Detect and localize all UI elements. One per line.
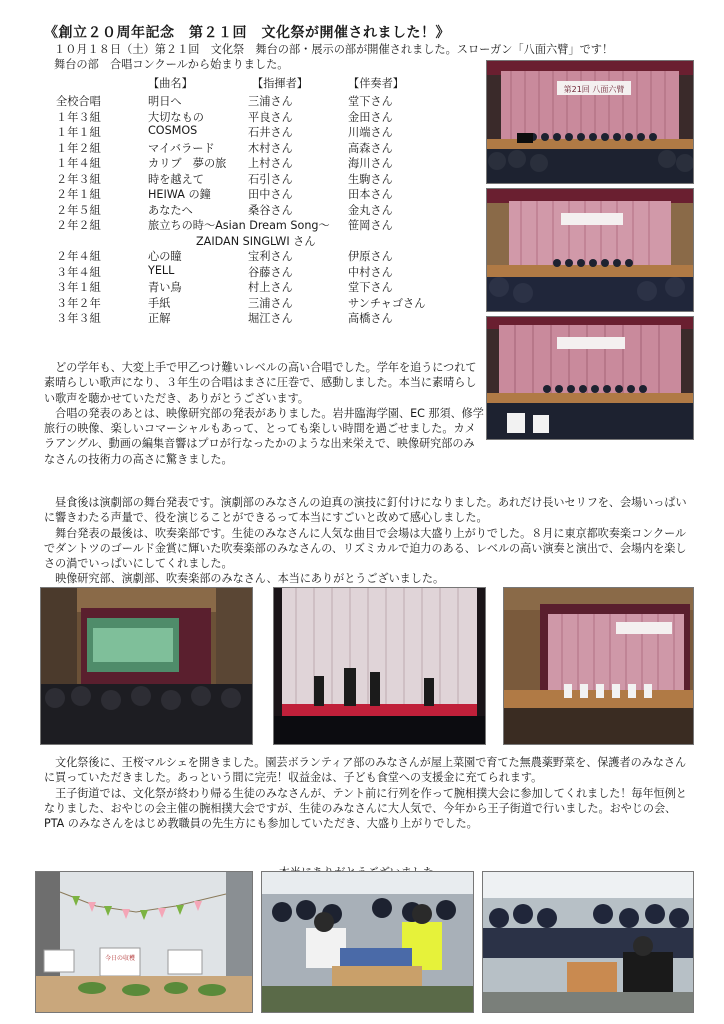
row-group: ３年２年: [56, 296, 101, 310]
page-title: 《創立２０周年記念 第２１回 文化祭が開催されました！》: [44, 25, 450, 41]
row-song: カリブ 夢の旅: [148, 157, 227, 170]
row-song: ZAIDAN SINGLWI さん: [196, 234, 316, 248]
body-paragraphs-1b: [44, 495, 690, 587]
intro-text: １０月１８日（土）第２１回 文化祭 舞台の部・展示の部が開催されました。スローガン「八面六臂」です！: [54, 43, 614, 56]
row-song: 青い鳥: [148, 281, 182, 294]
row-song: 明日へ: [148, 95, 182, 108]
row-pianist: 笹岡さん: [348, 219, 393, 232]
paragraph: 王子街道では、文化祭が終わり帰る生徒のみなさんが、テント前に行列を作って腕相撲大会に参加してくれました！毎年恒例となりました、おやじの会主催の腕相撲大会ですが、生徒のみなさんに大人気で、今年から王子街道で行いました。おやじの会、PTA のみなさんをはじめ教職員の先生方にも参加していただき、大盛り上がりでした。: [44, 786, 687, 831]
row-pianist: 中村さん: [348, 265, 393, 279]
row-conductor: 石引さん: [248, 172, 293, 186]
paragraph: どの学年も、大変上手で甲乙つけ難いレベルの高い合唱でした。学年を追うにつれて素晴らしい歌声になり、３年生の合唱はまさに圧巻で、感動しました。本当に素晴らしい歌声を聴かせていただき、ありがとうございます。: [44, 361, 477, 405]
row-group: ３年３組: [56, 312, 101, 325]
paragraph: 映像研究部、演劇部、吹奏楽部のみなさん、本当にありがとうございました。: [55, 572, 445, 586]
row-pianist: 伊原さん: [348, 250, 393, 263]
row-song: 手紙: [148, 296, 171, 310]
video-club-photo: [40, 587, 253, 745]
header-song: 【曲名】: [148, 77, 193, 90]
row-group: １年２組: [56, 141, 101, 155]
paragraph: 文化祭後に、王桜マルシェを開きました。園芸ボランティア部のみなさんが屋上菜園で育てた無農薬野菜を、保護者のみなさんに買っていただきました。あっという間に完売！収益金は、子ども食堂への支援金に充てられます。: [44, 756, 687, 785]
row-pianist: 生駒さん: [348, 172, 393, 186]
choir-photo-3: [486, 316, 694, 440]
row-pianist: 高森さん: [348, 141, 393, 155]
row-song: COSMOS: [148, 124, 198, 137]
header-pianist: 【伴奏者】: [348, 77, 404, 90]
row-pianist: サンチャゴさん: [348, 296, 426, 310]
row-group: ３年４組: [56, 265, 101, 279]
row-pianist: 海川さん: [348, 157, 393, 170]
body-paragraphs-1a: [44, 360, 484, 467]
row-group: １年３組: [56, 110, 101, 124]
row-conductor: 田中さん: [248, 188, 293, 201]
body-paragraphs-2: [44, 755, 690, 831]
row-pianist: 高橋さん: [348, 312, 393, 325]
paragraph: 合唱の発表のあとは、映像研究部の発表がありました。岩井臨海学園、EC 那須、修学旅行の映像、楽しいコマーシャルもあって、とっても楽しい時間を過ごせました。カメラアングル、動画の編集音響はプロが行なったかのような出来栄えで、映像研究部のみなさんの技術力の高さに驚きました。: [44, 406, 484, 466]
row-song: あなたへ: [148, 203, 193, 217]
row-song: マイバラード: [148, 141, 215, 155]
row-pianist: 田本さん: [348, 188, 393, 201]
row-song: 旅立ちの時～Asian Dream Song～: [148, 219, 330, 232]
row-conductor: 石井さん: [248, 126, 293, 139]
brass-band-photo: [503, 587, 694, 745]
row-conductor: 谷藤さん: [248, 265, 293, 279]
row-conductor: 村上さん: [248, 281, 293, 294]
row-pianist: 川端さん: [348, 126, 393, 139]
paragraph: 昼食後は演劇部の舞台発表です。演劇部のみなさんの迫真の演技に釘付けになりました。あれだけ長いセリフを、会場いっぱいに響きわたる声量で、役を演じることができるって本当にすごいと改めて感心しました。: [44, 496, 687, 525]
arm-wrestling-photo-2: [482, 871, 694, 1013]
row-group: ２年２組: [56, 219, 101, 232]
row-pianist: 堂下さん: [348, 281, 393, 294]
row-group: 全校合唱: [56, 95, 101, 108]
row-conductor: 桑谷さん: [248, 203, 293, 217]
choir-photo-2: [486, 188, 694, 312]
arm-wrestling-photo-1: [261, 871, 474, 1013]
row-song: 心の瞳: [148, 250, 182, 263]
banner-text: 第21回 八面六臂: [563, 85, 625, 94]
row-song: YELL: [148, 263, 175, 277]
row-song: 大切なもの: [148, 110, 204, 124]
row-song: HEIWA の鐘: [148, 188, 211, 201]
row-conductor: 上村さん: [248, 157, 293, 170]
row-pianist: 金丸さん: [348, 203, 393, 217]
row-group: ２年３組: [56, 172, 101, 186]
drama-club-photo: [273, 587, 486, 745]
row-conductor: 木村さん: [248, 141, 293, 155]
header-conductor: 【指揮者】: [252, 77, 308, 90]
stage-intro-text: 舞台の部 合唱コンクールから始まりました。: [54, 58, 289, 71]
marche-photo: [35, 871, 253, 1013]
row-group: １年１組: [56, 126, 101, 139]
row-conductor: 三浦さん: [248, 95, 293, 108]
row-conductor: 三浦さん: [248, 296, 293, 310]
row-pianist: 堂下さん: [348, 95, 393, 108]
row-song: 時を越えて: [148, 172, 204, 186]
row-group: ３年１組: [56, 281, 101, 294]
row-conductor: 堀江さん: [248, 312, 293, 325]
choir-photo-1: [486, 60, 694, 184]
row-conductor: 平良さん: [248, 110, 293, 124]
row-conductor: 宝利さん: [248, 250, 293, 263]
paragraph: 舞台発表の最後は、吹奏楽部です。生徒のみなさんに人気な曲目で会場は大盛り上がりでした。８月に東京都吹奏楽コンクールでダントツのゴールド金賞に輝いた吹奏楽部のみなさんの、リズミカルで迫力のある、レベルの高い演奏と演出で、会場内を楽しさの渦でいっぱいにしてくれました。: [44, 526, 687, 571]
row-song: 正解: [148, 312, 171, 325]
row-group: ２年５組: [56, 203, 101, 217]
row-group: １年４組: [56, 157, 101, 170]
row-pianist: 金田さん: [348, 110, 393, 124]
row-group: ２年１組: [56, 188, 101, 201]
row-group: ２年４組: [56, 250, 101, 263]
market-sign-text: 今日の収穫: [104, 955, 136, 962]
